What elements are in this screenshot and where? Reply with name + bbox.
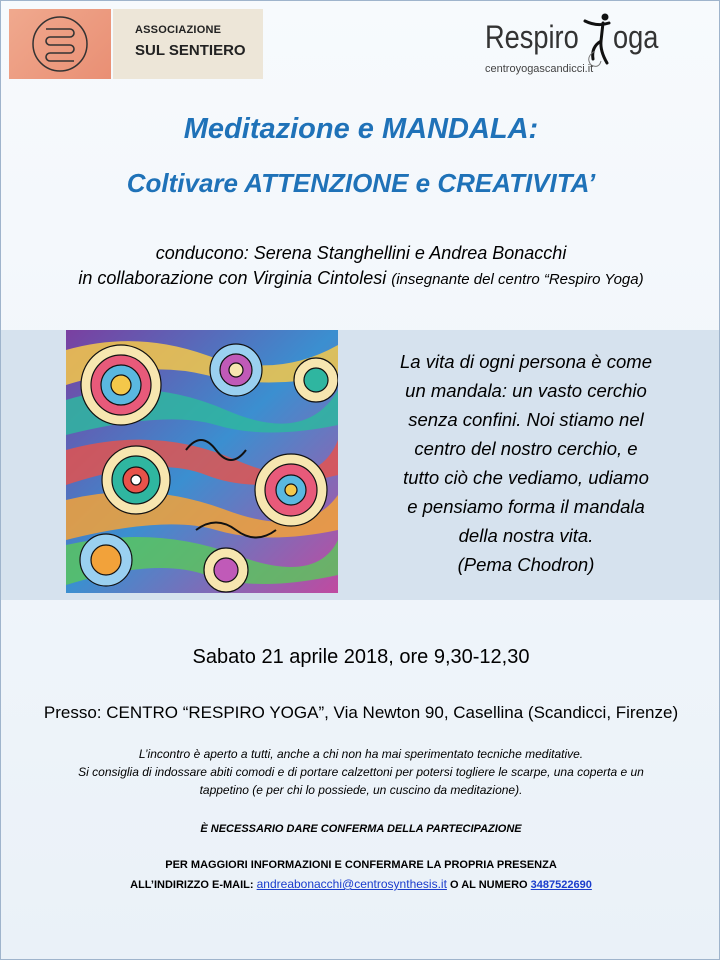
leaders-line: conducono: Serena Stanghellini e Andrea Bonacchi	[155, 243, 567, 263]
info-line: L’incontro è aperto a tutti, anche a chi non ha mai sperimentato tecniche meditative.	[138, 747, 584, 761]
quote-line: senza confini. Noi stiamo nel	[408, 409, 644, 430]
email-link[interactable]: andreabonacchi@centrosynthesis.it	[256, 877, 447, 891]
collaboration-line	[1, 268, 720, 289]
title-line-1: Meditazione e MANDALA:	[183, 113, 539, 145]
association-title: SUL SENTIERO	[135, 42, 246, 59]
event-info	[1, 745, 720, 799]
phone-link[interactable]: 3487522690	[530, 879, 592, 891]
spiral-emblem-icon	[9, 9, 111, 79]
quote-line: un mandala: un vasto cerchio	[405, 380, 647, 401]
yoga-figure-icon	[581, 11, 617, 71]
contact-details	[1, 875, 720, 895]
confirmation-notice: È NECESSARIO DARE CONFERMA DELLA PARTECIPAZIONE	[200, 823, 522, 835]
quote-line: della nostra vita.	[458, 525, 594, 546]
event-venue: Presso: CENTRO “RESPIRO YOGA”, Via Newton 90, Casellina (Scandicci, Firenze)	[43, 703, 679, 722]
quote-line: centro del nostro cerchio, e	[414, 438, 638, 459]
association-name	[113, 9, 263, 79]
quote-line: e pensiamo forma il mandala	[407, 496, 645, 517]
phone-prefix: O AL NUMERO	[449, 879, 528, 891]
association-logo	[9, 9, 263, 79]
collaboration-main: in collaborazione con Virginia Cintolesi	[78, 268, 387, 288]
association-label: ASSOCIAZIONE	[135, 24, 222, 36]
quote-author: (Pema Chodron)	[457, 554, 595, 575]
quote-line: tutto ciò che vediamo, udiamo	[403, 467, 649, 488]
event-date: Sabato 21 aprile 2018, ore 9,30-12,30	[192, 646, 530, 668]
collaboration-note: (insegnante del centro “Respiro Yoga)	[391, 271, 644, 288]
title-line-2: Coltivare ATTENZIONE e CREATIVITA’	[126, 168, 596, 198]
info-line: Si consiglia di indossare abiti comodi e di portare calzettoni per potersi togliere le scarpe, una coperta e un	[78, 765, 644, 779]
quote-line: La vita di ogni persona è come	[400, 351, 652, 372]
pema-chodron-quote	[351, 347, 701, 579]
email-prefix: ALL’INDIRIZZO E-MAIL:	[130, 879, 254, 891]
respiro-yoga-logo	[485, 9, 705, 85]
mandala-illustration	[66, 330, 338, 593]
contact-block	[1, 856, 720, 895]
brand-name-a: Respiro	[485, 19, 579, 55]
info-line: tappetino (e per chi lo possiede, un cuscino da meditazione).	[199, 783, 523, 797]
brand-name-b: oga	[613, 19, 659, 55]
contact-line: PER MAGGIORI INFORMAZIONI E CONFERMARE LA PROPRIA PRESENZA	[165, 859, 557, 871]
brand-url: centroyogascandicci.it	[485, 63, 594, 75]
